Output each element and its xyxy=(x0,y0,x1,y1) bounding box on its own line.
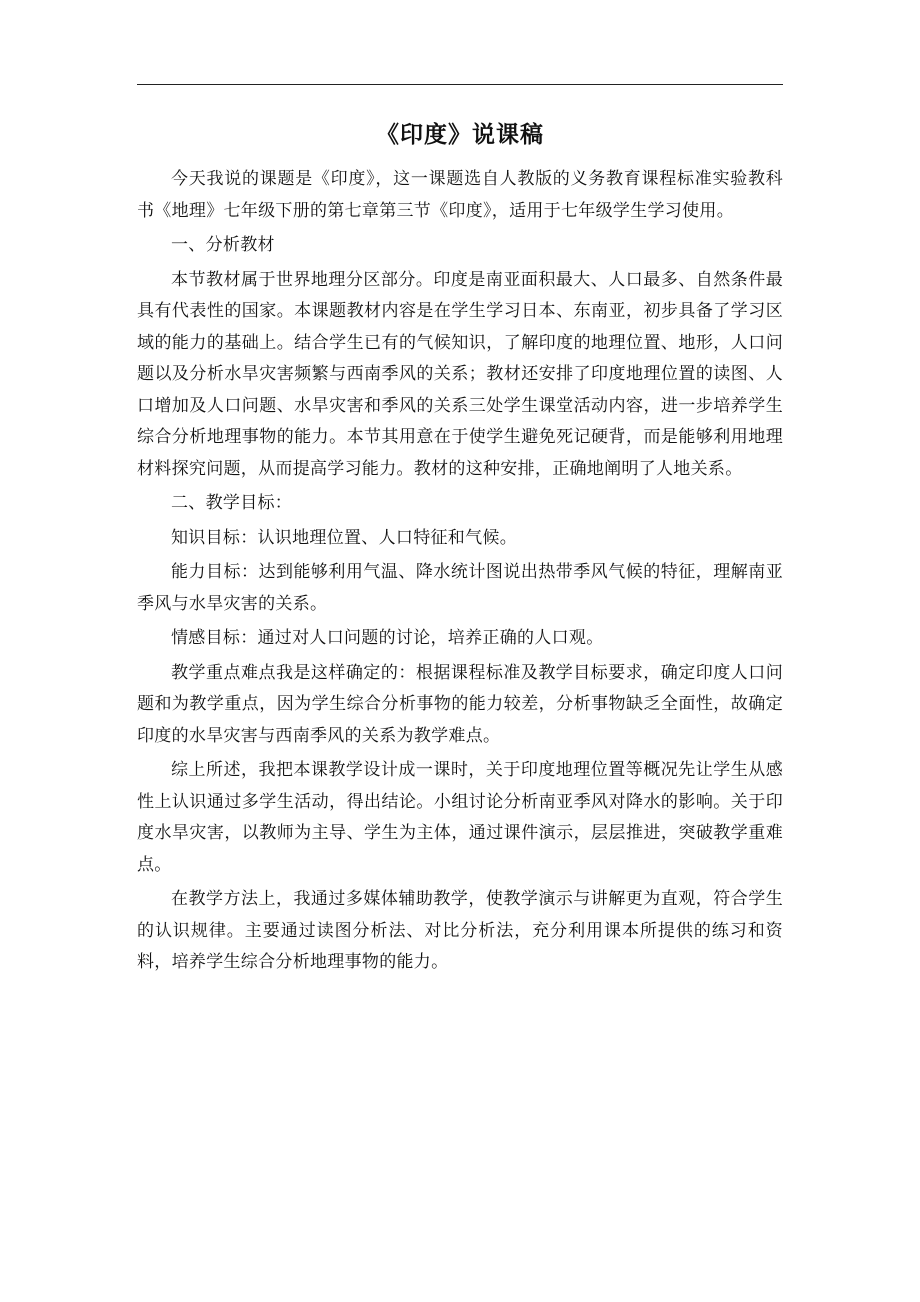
document-body xyxy=(137,164,783,982)
paragraph-analysis: 本节教材属于世界地理分区部分。印度是南亚面积最大、人口最多、自然条件最具有代表性的国家。本课题教材内容是在学生学习日本、东南亚，初步具备了学习区域的能力的基础上。结合学生已有的气候知识，了解印度的地理位置、地形，人口问题以及分析水旱灾害频繁与西南季风的关系；教材还安排了印度地理位置的读图、人口增加及人口问题、水旱灾害和季风的关系三处学生课堂活动内容，进一步培养学生综合分析地理事物的能力。本节其用意在于使学生避免死记硬背，而是能够利用地理材料探究问题，从而提高学习能力。教材的这种安排，正确地阐明了人地关系。 xyxy=(137,269,783,479)
paragraph-ability-objective: 能力目标：达到能够利用气温、降水统计图说出热带季风气候的特征，理解南亚季风与水旱灾害的关系。 xyxy=(137,562,783,614)
paragraph-intro: 今天我说的课题是《印度》，这一课题选自人教版的义务教育课程标准实验教科书《地理》七年级下册的第七章第三节《印度》，适用于七年级学生学习使用。 xyxy=(137,169,783,221)
section-heading-analysis: 一、分析教材 xyxy=(171,235,275,255)
section-heading-objectives: 二、教学目标： xyxy=(171,493,293,513)
paragraph-methods: 在教学方法上，我通过多媒体辅助教学，使教学演示与讲解更为直观，符合学生的认识规律。主要通过读图分析法、对比分析法，充分利用课本所提供的练习和资料，培养学生综合分析地理事物的能力。 xyxy=(137,889,783,972)
header-rule xyxy=(137,84,783,85)
paragraph-emotion-objective: 情感目标：通过对人口问题的讨论，培养正确的人口观。 xyxy=(171,628,604,648)
paragraph-key-points: 教学重点难点我是这样确定的：根据课程标准及教学目标要求，确定印度人口问题和为教学重点，因为学生综合分析事物的能力较差，分析事物缺乏全面性，故确定印度的水旱灾害与西南季风的关系为教学难点。 xyxy=(137,662,783,746)
paragraph-summary: 综上所述，我把本课教学设计成一课时，关于印度地理位置等概况先让学生从感性上认识通过多学生活动，得出结论。小组讨论分析南亚季风对降水的影响。关于印度水旱灾害，以教师为主导、学生为主体，通过课件演示，层层推进，突破教学重难点。 xyxy=(137,760,783,875)
document-title: 《印度》说课稿 xyxy=(376,122,544,148)
paragraph-knowledge-objective: 知识目标：认识地理位置、人口特征和气候。 xyxy=(171,527,517,548)
